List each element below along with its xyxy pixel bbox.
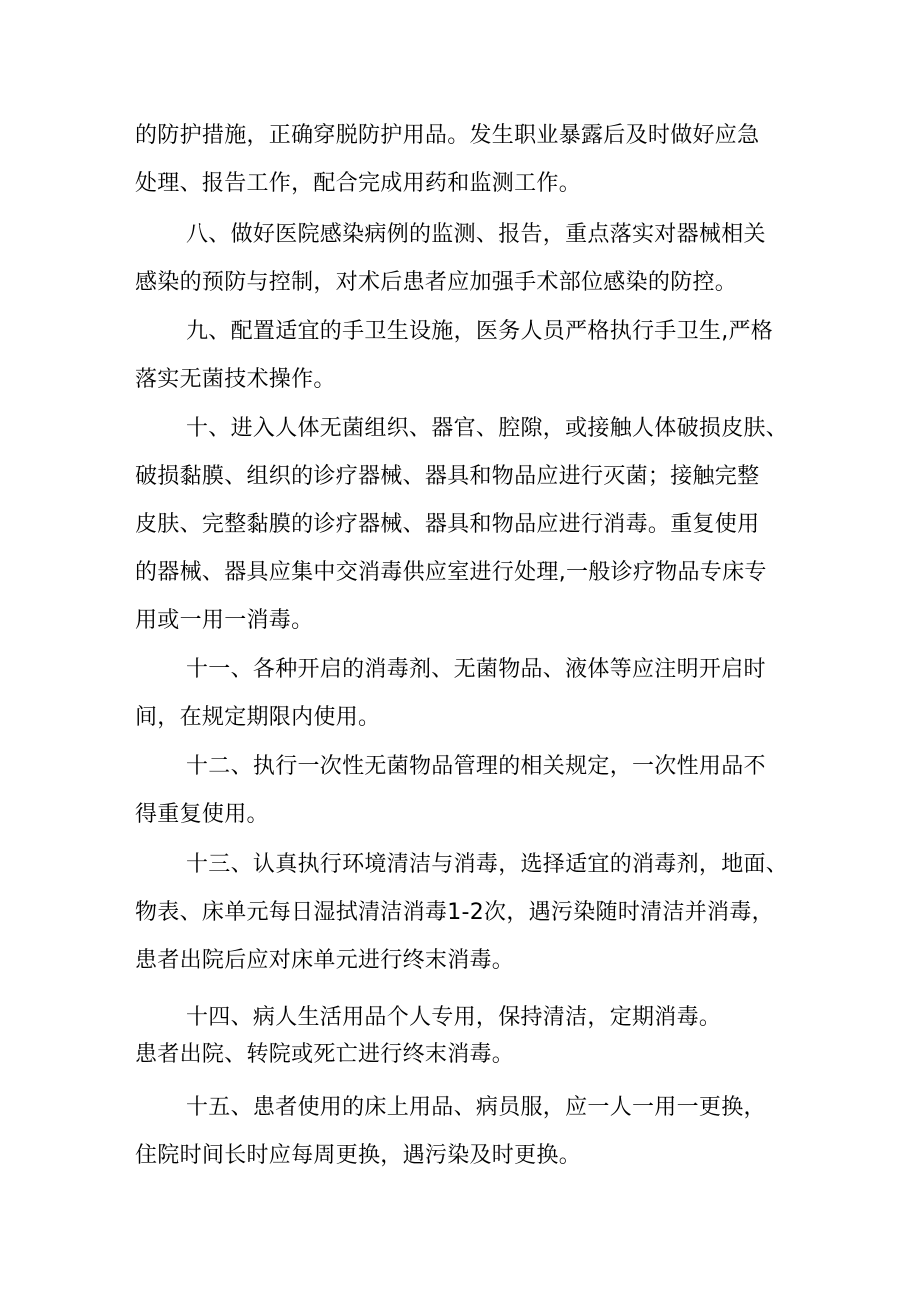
text-line: 患者出院、转院或死亡进行终末消毒。 [135, 1042, 515, 1067]
text-line: 患者出院后应对床单元进行终末消毒。 [135, 948, 515, 973]
paragraph-14-first-line: 十四、病人生活用品个人专用，保持清洁，定期消毒。 [186, 1005, 722, 1030]
paragraph-9-first-line: 九、配置适宜的手卫生设施，医务人员严格执行手卫生,严格 [186, 319, 774, 344]
text-line: 的防护措施，正确穿脱防护用品。发生职业暴露后及时做好应急 [135, 123, 760, 148]
paragraph-13-first-line: 十三、认真执行环境清洁与消毒，选择适宜的消毒剂，地面、 [186, 852, 789, 877]
text-line: 的器械、器具应集中交消毒供应室进行处理,一般诊疗物品专床专 [135, 560, 767, 585]
text-line: 用或一用一消毒。 [135, 608, 314, 633]
paragraph-11-first-line: 十一、各种开启的消毒剂、无菌物品、液体等应注明开启时 [186, 657, 766, 682]
paragraph-10-first-line: 十、进入人体无菌组织、器官、腔隙，或接触人体破损皮肤、 [186, 416, 789, 441]
text-line: 破损黏膜、组织的诊疗器械、器具和物品应进行灭菌；接触完整 [135, 464, 760, 489]
text-line: 处理、报告工作，配合完成用药和监测工作。 [135, 171, 582, 196]
paragraph-8-first-line: 八、做好医院感染病例的监测、报告，重点落实对器械相关 [186, 222, 766, 247]
text-line: 得重复使用。 [135, 802, 269, 827]
text-line: 感染的预防与控制，对术后患者应加强手术部位感染的防控。 [135, 270, 738, 295]
paragraph-12-first-line: 十二、执行一次性无菌物品管理的相关规定，一次性用品不 [186, 754, 766, 779]
text-line: 物表、床单元每日湿拭清洁消毒1-2次，遇污染随时清洁并消毒， [135, 900, 774, 925]
text-line: 间，在规定期限内使用。 [135, 705, 381, 730]
text-line: 皮肤、完整黏膜的诊疗器械、器具和物品应进行消毒。重复使用 [135, 512, 760, 537]
text-line: 落实无菌技术操作。 [135, 367, 336, 392]
paragraph-15-first-line: 十五、患者使用的床上用品、病员服，应一人一用一更换， [186, 1095, 766, 1120]
text-line: 住院时间长时应每周更换，遇污染及时更换。 [135, 1143, 582, 1168]
